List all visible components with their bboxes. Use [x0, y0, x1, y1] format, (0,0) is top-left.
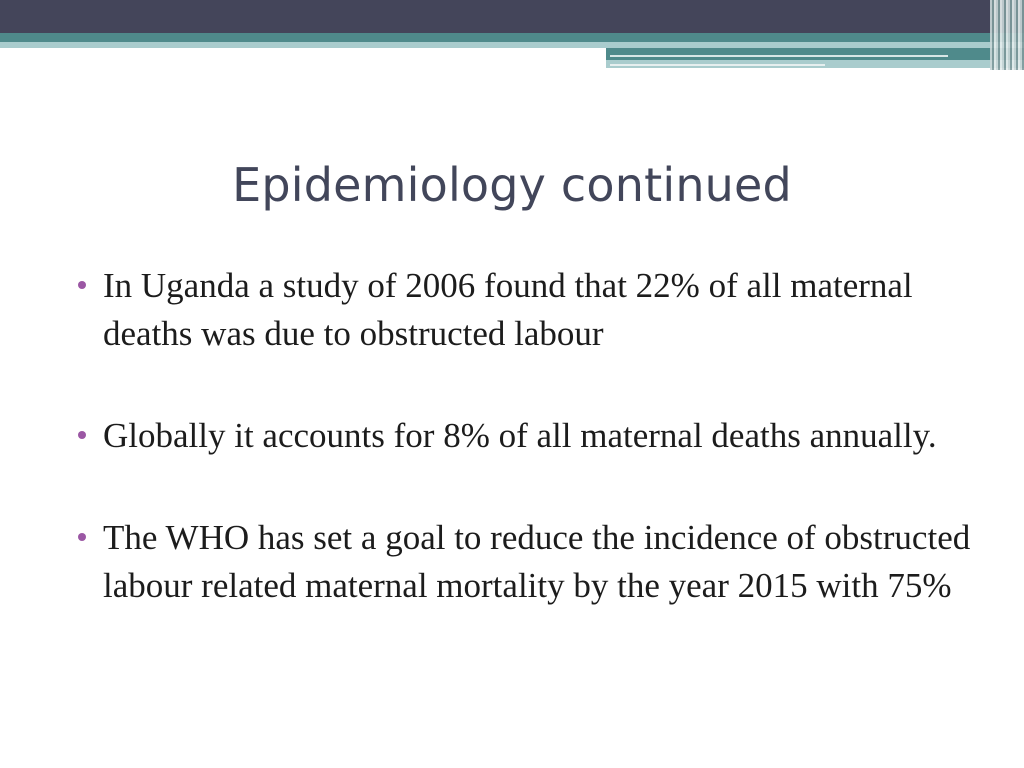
bullet-list: [74, 262, 974, 664]
slide-title: Epidemiology continued: [232, 158, 792, 212]
bullet-item: [74, 262, 974, 358]
bullet-dot-icon: [78, 533, 86, 541]
header-accent-line-short: [610, 64, 825, 66]
bullet-dot-icon: [78, 431, 86, 439]
bullet-item: [74, 412, 974, 460]
bullet-dot-icon: [78, 281, 86, 289]
header-band-step: [606, 48, 1024, 60]
bullet-text: In Uganda a study of 2006 found that 22% of all maternal deaths was due to obstructed labour: [103, 266, 913, 353]
bullet-text: Globally it accounts for 8% of all maternal deaths annually.: [103, 416, 937, 455]
header-band-teal: [0, 33, 1024, 42]
bullet-item: [74, 514, 974, 610]
header-edge-stripes: [990, 0, 1024, 70]
bullet-text: The WHO has set a goal to reduce the incidence of obstructed labour related maternal mortality by the year 2015 with 75%: [103, 518, 971, 605]
header-accent-line: [610, 55, 948, 57]
header-band-dark: [0, 0, 1024, 33]
